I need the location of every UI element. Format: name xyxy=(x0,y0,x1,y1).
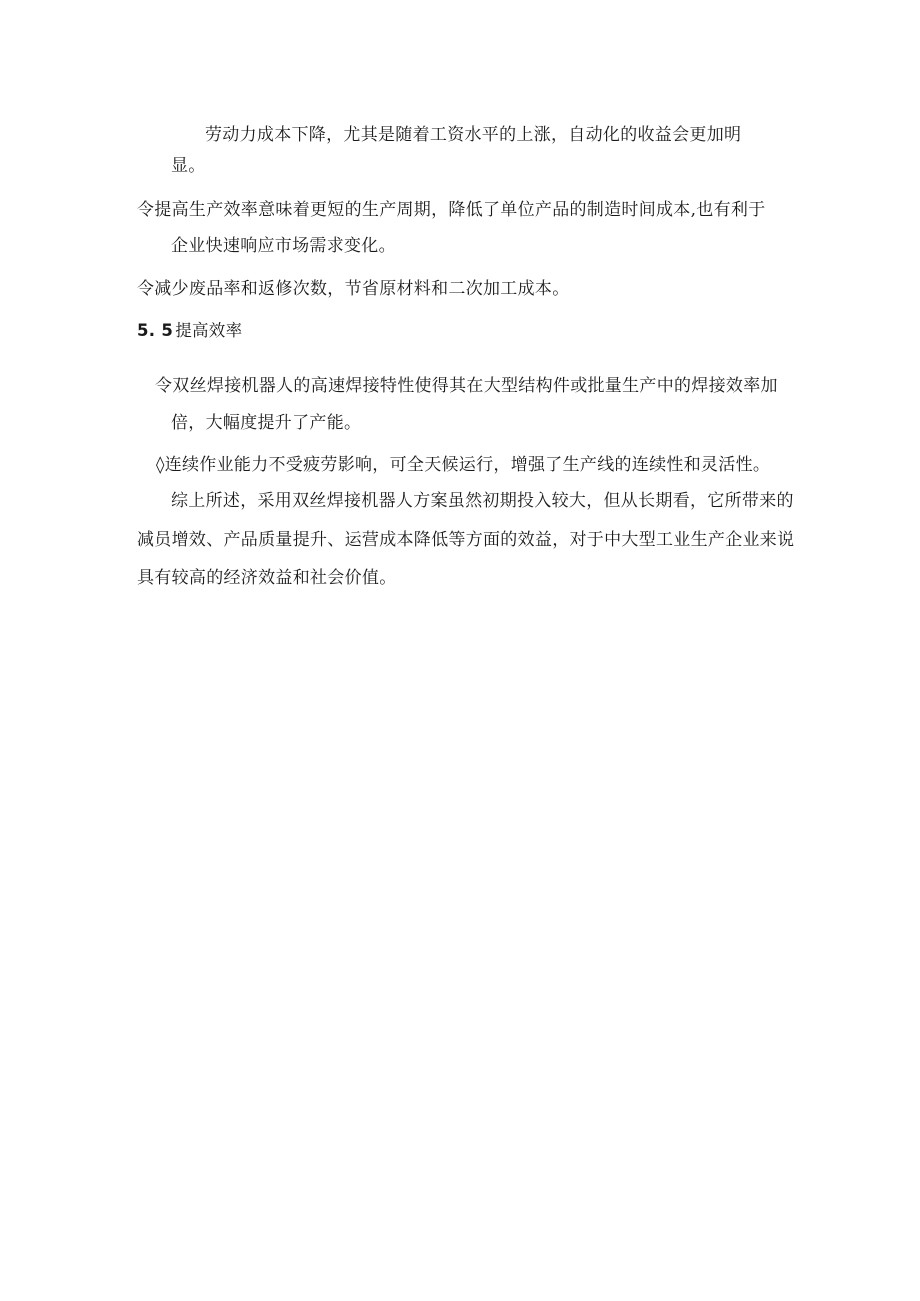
summary-line-3: 具有较高的经济效益和社会价值。 xyxy=(137,568,397,588)
section-title: 提高效率 xyxy=(175,321,243,340)
welding-line-1: 令双丝焊接机器人的高速焊接特性使得其在大型结构件或批量生产中的焊接效率加 xyxy=(155,376,778,396)
summary-line-1: 综上所述，采用双丝焊接机器人方案虽然初期投入较大，但从长期看，它所带来的 xyxy=(171,491,794,511)
efficiency-line-2: 企业快速响应市场需求变化。 xyxy=(171,236,396,256)
section-heading xyxy=(137,320,242,342)
efficiency-line-1: 令提高生产效率意味着更短的生产周期，降低了单位产品的制造时间成本,也有利于 xyxy=(137,200,766,220)
summary-line-2: 减员增效、产品质量提升、运营成本降低等方面的效益，对于中大型工业生产企业来说 xyxy=(137,530,795,550)
section-number: 5. 5 xyxy=(137,321,174,340)
welding-line-2: 倍，大幅度提升了产能。 xyxy=(171,413,362,433)
scrap-rate-line: 令减少废品率和返修次数，节省原材料和二次加工成本。 xyxy=(137,279,570,299)
continuous-operation-line: ◊连续作业能力不受疲劳影响，可全天候运行，增强了生产线的连续性和灵活性。 xyxy=(156,455,771,475)
labor-cost-line-1: 劳动力成本下降，尤其是随着工资水平的上涨，自动化的收益会更加明 xyxy=(205,125,742,145)
labor-cost-line-2: 显。 xyxy=(171,156,206,176)
